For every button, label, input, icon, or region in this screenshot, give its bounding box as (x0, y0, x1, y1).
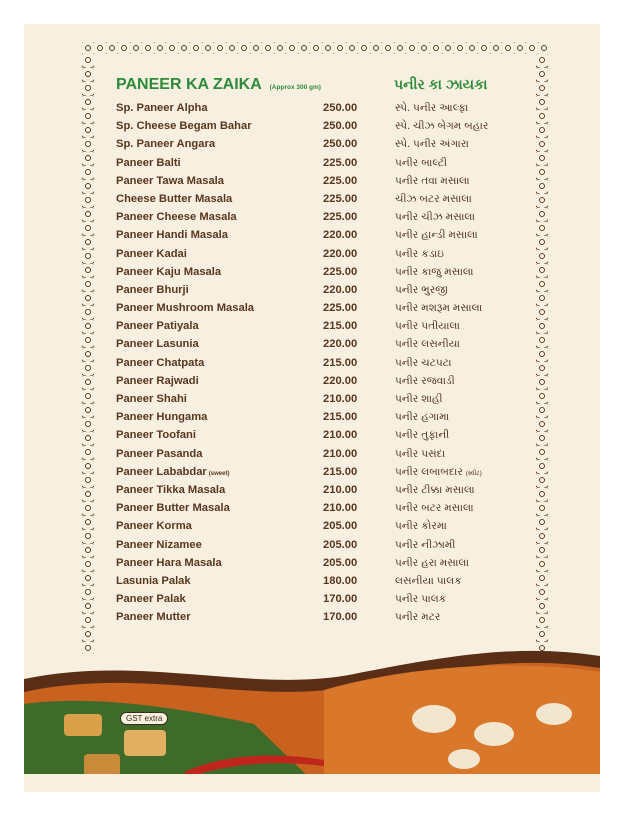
portion-note: (Approx 300 gm) (269, 84, 321, 91)
gst-note: GST extra (120, 712, 168, 725)
menu-item (116, 227, 536, 245)
menu-item (116, 446, 536, 464)
menu-item (116, 591, 536, 609)
item-price: 225.00 (323, 192, 358, 205)
item-name: Paneer Chatpata (116, 356, 205, 369)
item-name-gujarati: પનીર કાજુ મસાલા (395, 265, 474, 278)
menu-item (116, 191, 536, 209)
item-name: Lasunia Palak (116, 574, 191, 587)
item-name-gujarati: સ્પે. પનીર અંગારા (395, 138, 469, 151)
menu-item (116, 609, 536, 627)
item-name: Paneer Kaju Masala (116, 265, 222, 278)
item-name-gujarati: પનીર ભુરજી (395, 283, 448, 296)
item-name: Sp. Paneer Alpha (116, 102, 208, 114)
section-title-gujarati: પનીર કા ઝાયકા (394, 76, 488, 92)
menu-item (116, 264, 536, 282)
item-price: 225.00 (323, 156, 358, 169)
menu-item (116, 282, 536, 300)
item-price: 225.00 (323, 174, 358, 187)
item-name: Paneer Palak (116, 593, 186, 606)
item-name: Paneer Shahi (116, 393, 187, 405)
item-name-gujarati: પનીર તુફાની (395, 429, 450, 442)
item-price: 250.00 (323, 138, 358, 151)
item-price: 210.00 (323, 393, 358, 405)
item-name: Paneer Tawa Masala (116, 174, 224, 187)
item-name: Paneer Rajwadi (116, 374, 199, 387)
item-name-gujarati: પનીર પતીયાલા (395, 320, 461, 333)
item-note: (sweet) (208, 470, 230, 477)
item-name: Paneer Mutter (116, 611, 191, 624)
item-price: 205.00 (323, 520, 358, 533)
item-price: 220.00 (323, 247, 358, 260)
item-price: 220.00 (323, 229, 358, 242)
menu-item (116, 300, 536, 318)
item-price: 225.00 (323, 302, 358, 315)
item-name: Paneer Lasunia (116, 338, 199, 351)
menu-item (116, 518, 536, 536)
menu-item (116, 155, 536, 173)
item-note-gujarati: (સ્વીટ) (465, 470, 482, 477)
item-name-gujarati: પનીર મટર (395, 611, 441, 624)
item-name-gujarati: પનીર બાલ્ટી (395, 156, 448, 169)
item-price: 210.00 (323, 483, 358, 496)
item-name: Paneer Butter Masala (116, 502, 230, 515)
menu-item (116, 500, 536, 518)
menu-item (116, 318, 536, 336)
item-name-gujarati: પનીર હાન્ડી મસાલા (395, 229, 478, 242)
menu-item (116, 100, 536, 118)
ornamental-border-left (82, 54, 94, 654)
item-price: 250.00 (323, 120, 358, 133)
menu-item (116, 427, 536, 445)
item-name-gujarati: પનીર બટર મસાલા (395, 502, 474, 515)
item-name: Paneer Kadai (116, 247, 187, 260)
item-price: 205.00 (323, 556, 358, 569)
item-price: 220.00 (323, 338, 358, 351)
item-name-gujarati: ચીઝ બટર મસાલા (395, 192, 472, 205)
menu-item (116, 173, 536, 191)
item-price: 210.00 (323, 502, 358, 515)
item-price: 225.00 (323, 211, 358, 224)
menu-item (116, 573, 536, 591)
item-name-gujarati: પનીર પાલક (395, 593, 447, 606)
item-name: Paneer Lababdar (sweet) (116, 465, 230, 478)
menu-item (116, 391, 536, 409)
menu-item (116, 373, 536, 391)
item-name-gujarati: પનીર ચીઝ મસાલા (395, 211, 476, 224)
item-name-gujarati: પનીર ચટપટા (395, 356, 452, 369)
menu-item (116, 118, 536, 136)
item-name-gujarati: લસનીયા પાલક (395, 574, 462, 587)
item-name: Paneer Korma (116, 520, 192, 533)
item-price: 210.00 (323, 447, 358, 460)
item-price: 215.00 (323, 465, 358, 478)
item-price: 210.00 (323, 429, 358, 442)
item-name: Paneer Tikka Masala (116, 483, 226, 496)
item-name-gujarati: સ્પે. ચીઝ બેગમ બહાર (395, 120, 489, 133)
item-price: 215.00 (323, 320, 358, 333)
item-name-gujarati: પનીર કડાઇ (395, 247, 444, 260)
item-name: Sp. Cheese Begam Bahar (116, 120, 252, 133)
item-name: Paneer Toofani (116, 429, 196, 442)
section-title (116, 76, 321, 94)
item-price: 225.00 (323, 265, 358, 278)
item-name: Paneer Mushroom Masala (116, 302, 255, 315)
menu-item (116, 409, 536, 427)
menu-item (116, 336, 536, 354)
ornamental-border-top (82, 42, 548, 54)
item-name-gujarati: પનીર હંગામા (395, 411, 450, 424)
item-price: 250.00 (323, 102, 358, 114)
menu-page (24, 24, 600, 792)
item-name: Paneer Hara Masala (116, 556, 222, 569)
menu-item (116, 209, 536, 227)
menu-item (116, 482, 536, 500)
item-name-gujarati: પનીર ટીક્કા મસાલા (395, 483, 475, 496)
item-name-gujarati: પનીર શાહી (395, 393, 443, 405)
item-price: 220.00 (323, 374, 358, 387)
menu-item (116, 464, 536, 482)
item-name: Paneer Nizamee (116, 538, 202, 551)
item-name: Paneer Bhurji (116, 283, 189, 296)
item-name-gujarati: પનીર લસનીયા (395, 338, 461, 351)
item-price: 205.00 (323, 538, 358, 551)
menu-item (116, 246, 536, 264)
item-name-gujarati: પનીર મશરૂમ મસાલા (395, 302, 483, 315)
item-price: 180.00 (323, 574, 358, 587)
ornamental-border-right (536, 54, 548, 654)
item-price: 170.00 (323, 611, 358, 624)
menu-item (116, 555, 536, 573)
menu-list (116, 100, 536, 627)
item-price: 215.00 (323, 411, 358, 424)
menu-item (116, 136, 536, 154)
item-price: 215.00 (323, 356, 358, 369)
item-name-gujarati: પનીર લબાબદાર (સ્વીટ) (395, 465, 482, 478)
item-name: Paneer Cheese Masala (116, 211, 237, 224)
item-name-gujarati: પનીર નીઝામી (395, 538, 456, 551)
item-name-gujarati: પનીર રજવાડી (395, 374, 455, 387)
item-name-gujarati: પનીર તવા મસાલા (395, 174, 470, 187)
item-name-gujarati: પનીર પસંદા (395, 447, 446, 460)
item-price: 170.00 (323, 593, 358, 606)
section-title-text: PANEER KA ZAIKA (116, 76, 262, 93)
item-name: Paneer Hungama (116, 411, 208, 424)
item-name: Sp. Paneer Angara (116, 138, 216, 151)
item-name: Paneer Pasanda (116, 447, 203, 460)
menu-item (116, 355, 536, 373)
food-photo-banner (24, 634, 600, 792)
item-price: 220.00 (323, 283, 358, 296)
menu-item (116, 537, 536, 555)
item-name: Cheese Butter Masala (116, 192, 233, 205)
item-name-gujarati: પનીર હરા મસાલા (395, 556, 470, 569)
item-name-gujarati: પનીર કોરમા (395, 520, 447, 533)
item-name-gujarati: સ્પે. પનીર આલ્ફા (395, 102, 469, 114)
item-name: Paneer Handi Masala (116, 229, 228, 242)
item-name: Paneer Patiyala (116, 320, 199, 333)
section-header (116, 76, 536, 98)
item-name: Paneer Balti (116, 156, 181, 169)
